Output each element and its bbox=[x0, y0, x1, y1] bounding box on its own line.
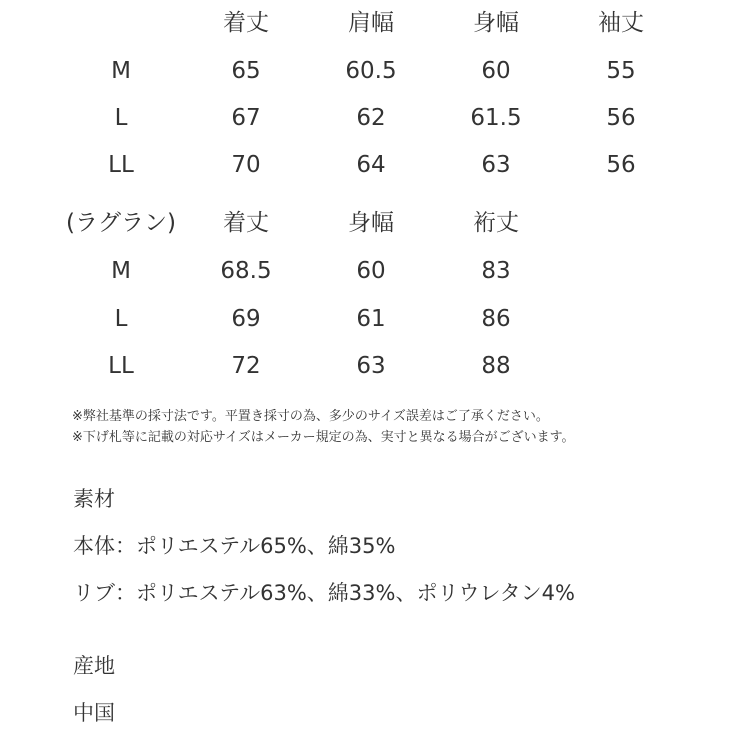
note-size-tag: ※下げ札等に記載の対応サイズはメーカー規定の為、実寸と異なる場合がございます。 bbox=[72, 430, 575, 445]
raglan-label: (ラグラン) bbox=[66, 210, 176, 236]
material-rib-line: リブ：ポリエステル63%、綿33%、ポリウレタン4% bbox=[73, 581, 575, 605]
origin-title: 産地 bbox=[73, 654, 115, 678]
size-label: LL bbox=[108, 353, 134, 379]
note-measurement-method: ※弊社基準の採寸法です。平置き採寸の為、多少のサイズ誤差はご了承ください。 bbox=[72, 409, 549, 424]
table-cell: 61 bbox=[356, 306, 386, 332]
table2-header-length: 着丈 bbox=[223, 210, 269, 236]
table-cell: 83 bbox=[481, 258, 511, 284]
table-cell: 55 bbox=[606, 58, 636, 84]
table-cell: 65 bbox=[231, 58, 261, 84]
table2-header-yuki: 裄丈 bbox=[473, 210, 519, 236]
table1-header-length: 着丈 bbox=[223, 10, 269, 36]
table-cell: 62 bbox=[356, 105, 386, 131]
table-cell: 64 bbox=[356, 152, 386, 178]
table-cell: 56 bbox=[606, 152, 636, 178]
material-title: 素材 bbox=[73, 487, 115, 511]
table-cell: 68.5 bbox=[220, 258, 272, 284]
size-label: M bbox=[111, 258, 131, 284]
table-cell: 70 bbox=[231, 152, 261, 178]
table-cell: 72 bbox=[231, 353, 261, 379]
table-cell: 88 bbox=[481, 353, 511, 379]
table2-header-width: 身幅 bbox=[348, 210, 394, 236]
table-cell: 60 bbox=[481, 58, 511, 84]
table-cell: 67 bbox=[231, 105, 261, 131]
table-cell: 56 bbox=[606, 105, 636, 131]
size-label: M bbox=[111, 58, 131, 84]
size-label: L bbox=[114, 306, 128, 332]
material-body-line: 本体：ポリエステル65%、綿35% bbox=[73, 534, 396, 558]
table-cell: 69 bbox=[231, 306, 261, 332]
table-cell: 61.5 bbox=[470, 105, 522, 131]
size-label: L bbox=[114, 105, 128, 131]
table1-header-sleeve: 袖丈 bbox=[598, 10, 644, 36]
table-cell: 86 bbox=[481, 306, 511, 332]
table-cell: 63 bbox=[481, 152, 511, 178]
origin-value: 中国 bbox=[73, 701, 115, 725]
table-cell: 60 bbox=[356, 258, 386, 284]
table1-header-shoulder: 肩幅 bbox=[348, 10, 394, 36]
table1-header-width: 身幅 bbox=[473, 10, 519, 36]
table-cell: 63 bbox=[356, 353, 386, 379]
size-label: LL bbox=[108, 152, 134, 178]
table-cell: 60.5 bbox=[345, 58, 397, 84]
